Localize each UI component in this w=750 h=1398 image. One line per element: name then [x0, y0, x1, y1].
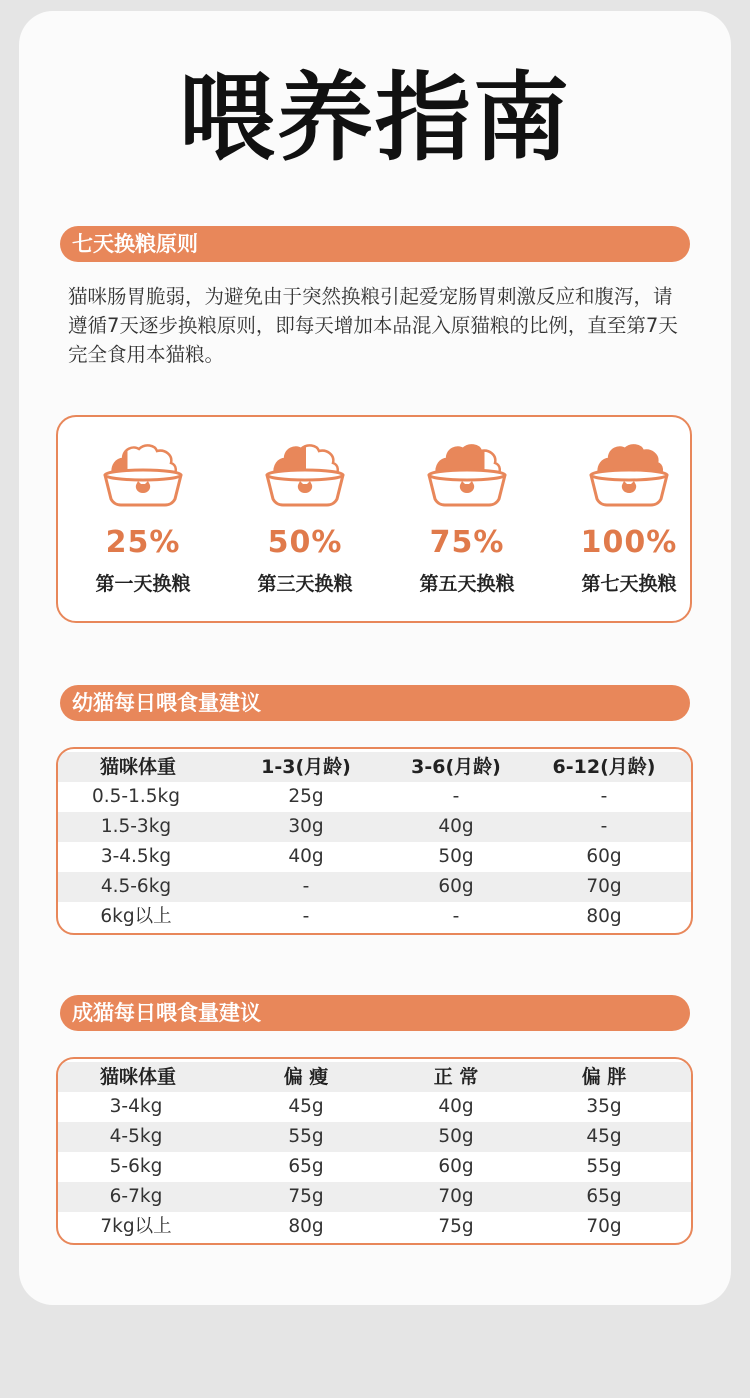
column-header: 偏 瘦 [283, 1066, 329, 1088]
table-cell: 70g [438, 1186, 474, 1207]
column-header: 正 常 [433, 1066, 479, 1088]
table-cell: - [302, 876, 310, 897]
kitten-feeding-table [56, 747, 693, 935]
transition-steps [56, 415, 692, 623]
table-row [58, 842, 691, 872]
table-cell: 7kg以上 [100, 1216, 172, 1237]
transition-intro: 猫咪肠胃脆弱，为避免由于突然换粮引起爱宠肠胃刺激反应和腹泻，请遵循7天逐步换粮原则，即每天增加本品混入原猫粮的比例，直至第7天完全食用本猫粮。 [68, 285, 678, 366]
table-cell: 55g [586, 1156, 622, 1177]
table-cell: - [452, 906, 460, 927]
column-header: 偏 胖 [581, 1066, 627, 1088]
table-cell: 55g [288, 1126, 324, 1147]
table-row [58, 1122, 691, 1152]
table-cell: 80g [586, 906, 622, 927]
column-header: 猫咪体重 [99, 1066, 176, 1088]
step-percent: 50% [267, 525, 343, 560]
table-cell: 3-4.5kg [100, 846, 172, 867]
column-header: 1-3(月龄) [261, 756, 351, 778]
table-row [58, 1152, 691, 1182]
table-cell: 3-4kg [109, 1096, 163, 1117]
table-cell: 75g [438, 1216, 474, 1237]
table-cell: 40g [438, 816, 474, 837]
table-cell: - [600, 786, 608, 807]
table-cell: 30g [288, 816, 324, 837]
adult-feeding-table [56, 1057, 693, 1245]
table-cell: 0.5-1.5kg [92, 786, 180, 807]
column-header: 猫咪体重 [99, 756, 176, 778]
step-percent: 75% [429, 525, 505, 560]
table-cell: 25g [288, 786, 324, 807]
food-bowl-icon [589, 439, 669, 507]
table-cell: 6kg以上 [100, 906, 172, 927]
table-cell: 50g [438, 846, 474, 867]
table-cell: 60g [586, 846, 622, 867]
table-row [58, 872, 691, 902]
step-day3 [230, 417, 380, 621]
table-header-row [58, 752, 691, 782]
table-cell: 45g [288, 1096, 324, 1117]
step-day1 [68, 417, 218, 621]
table-cell: 80g [288, 1216, 324, 1237]
food-bowl-icon [265, 439, 345, 507]
step-label: 第七天换粮 [581, 573, 677, 595]
table-cell: 35g [586, 1096, 622, 1117]
table-row [58, 1092, 691, 1122]
table-header-row [58, 1062, 691, 1092]
table-cell: 60g [438, 1156, 474, 1177]
table-cell: 40g [438, 1096, 474, 1117]
column-header: 3-6(月龄) [411, 756, 501, 778]
section-header-kitten: 幼猫每日喂食量建议 [60, 685, 690, 721]
table-cell: 65g [288, 1156, 324, 1177]
table-cell: - [302, 906, 310, 927]
step-day7 [554, 417, 704, 621]
step-day5 [392, 417, 542, 621]
table-cell: 70g [586, 1216, 622, 1237]
section-header-transition: 七天换粮原则 [60, 226, 690, 262]
table-cell: 45g [586, 1126, 622, 1147]
table-cell: 4.5-6kg [100, 876, 172, 897]
food-bowl-icon [427, 439, 507, 507]
food-bowl-icon [103, 439, 183, 507]
column-header: 6-12(月龄) [552, 756, 656, 778]
table-row [58, 782, 691, 812]
table-row [58, 1212, 691, 1242]
table-cell: 75g [288, 1186, 324, 1207]
section-header-adult: 成猫每日喂食量建议 [60, 995, 690, 1031]
step-percent: 25% [105, 525, 181, 560]
table-cell: 60g [438, 876, 474, 897]
table-cell: 5-6kg [109, 1156, 163, 1177]
table-row [58, 902, 691, 932]
table-row [58, 812, 691, 842]
table-cell: - [452, 786, 460, 807]
table-cell: - [600, 816, 608, 837]
page-title: 喂养指南 [179, 62, 571, 174]
step-label: 第五天换粮 [419, 573, 515, 595]
table-cell: 4-5kg [109, 1126, 163, 1147]
table-cell: 1.5-3kg [100, 816, 172, 837]
step-label: 第三天换粮 [257, 573, 353, 595]
table-row [58, 1182, 691, 1212]
table-cell: 6-7kg [109, 1186, 163, 1207]
step-label: 第一天换粮 [95, 573, 191, 595]
step-percent: 100% [580, 525, 678, 560]
table-cell: 70g [586, 876, 622, 897]
table-cell: 50g [438, 1126, 474, 1147]
table-cell: 40g [288, 846, 324, 867]
table-cell: 65g [586, 1186, 622, 1207]
